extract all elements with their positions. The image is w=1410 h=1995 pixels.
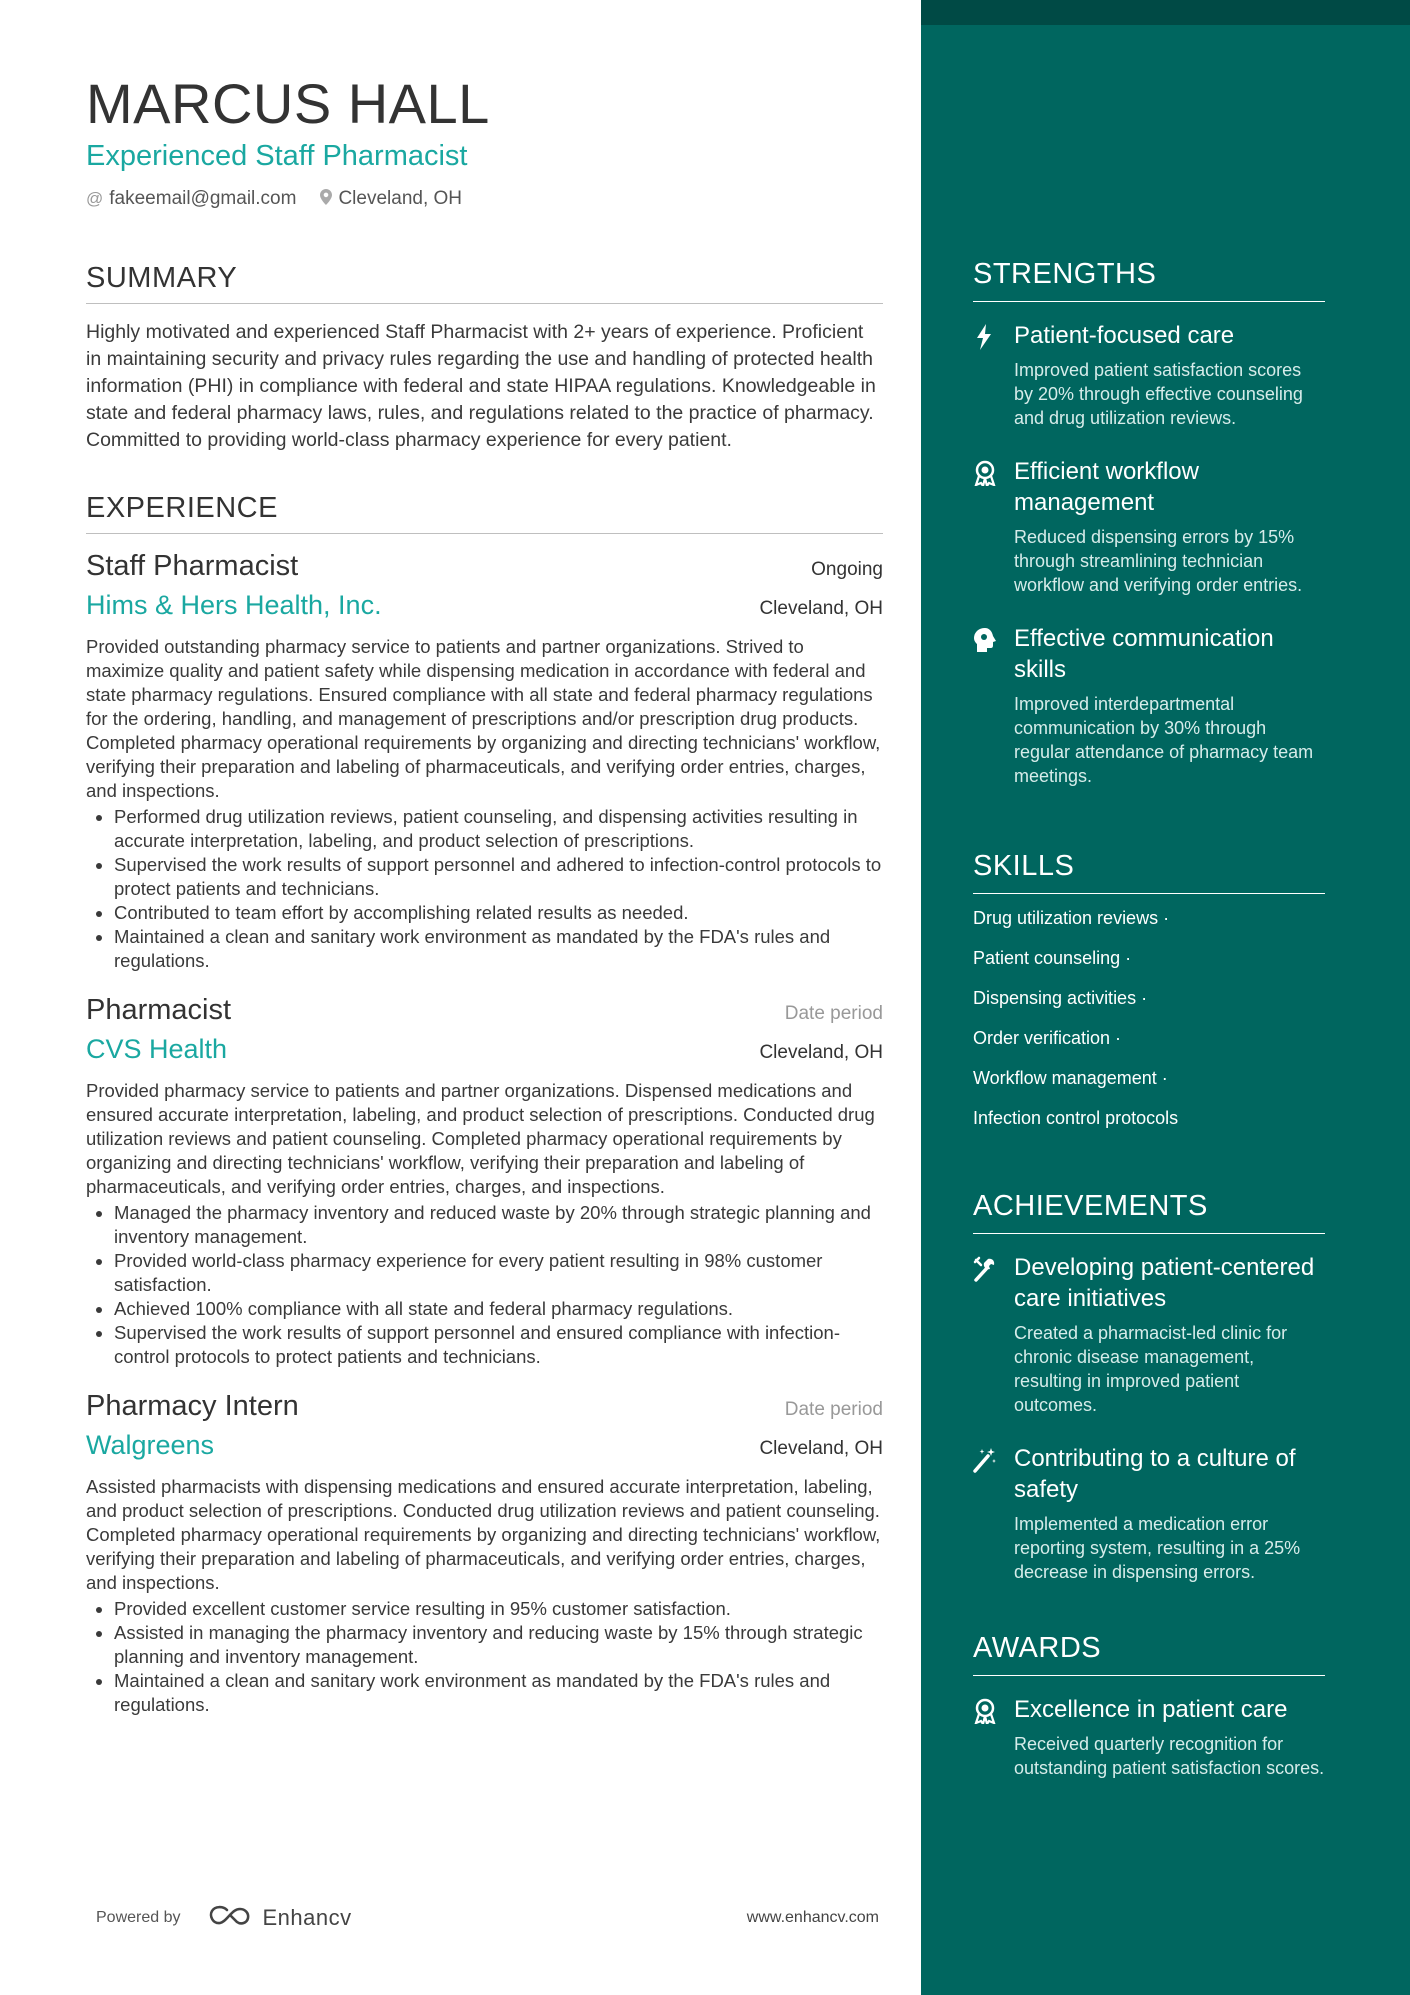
job-title: Staff Pharmacist xyxy=(86,550,299,582)
job-location: Cleveland, OH xyxy=(759,1042,883,1063)
job-company: Walgreens xyxy=(86,1430,215,1460)
location-text: Cleveland, OH xyxy=(338,188,463,209)
job-bullet: • Supervised the work results of support personnel and ensured compliance with infection-control protocols to protect patients and technicians. xyxy=(114,1321,883,1369)
strength-item xyxy=(973,320,1325,430)
job-description: Provided outstanding pharmacy service to patients and partner organizations. Strived to maximize quality and patient safety while dispensing medication in accordance with federal and state pharmacy regulations. Ensured compliance with all state and federal pharmacy regulations for the ordering, handling, and management of prescriptions and/or prescription drug products. Completed pharmacy operational requirements by organizing and directing technicians' workflow, verifying their preparation and labeling of pharmaceuticals, and verifying order entries, charges, and inspections. xyxy=(86,636,881,801)
achievement-item xyxy=(973,1252,1325,1417)
contact-row xyxy=(86,188,883,210)
email-text: fakeemail@gmail.com xyxy=(109,188,297,209)
job-entry xyxy=(86,1387,883,1717)
job-date: Date period xyxy=(784,1399,883,1420)
job-title: Pharmacist xyxy=(86,994,232,1026)
job-bullets xyxy=(86,1201,883,1369)
job-location: Cleveland, OH xyxy=(759,1438,883,1459)
job-bullet: • Contributed to team effort by accomplishing related results as needed. xyxy=(114,901,883,925)
achievement-title: Contributing to a culture of safety xyxy=(1014,1445,1296,1503)
job-bullet: • Maintained a clean and sanitary work environment as mandated by the FDA's rules and regulations. xyxy=(114,1669,883,1717)
strength-title: Patient-focused care xyxy=(1014,322,1235,349)
job-date: Date period xyxy=(784,1003,883,1024)
job-entry xyxy=(86,547,883,973)
experience-heading: EXPERIENCE xyxy=(86,492,883,534)
tools-icon xyxy=(973,1256,997,1282)
strength-description: Reduced dispensing errors by 15% through streamlining technician workflow and verifying order entries. xyxy=(1014,527,1303,595)
job-bullet: • Provided world-class pharmacy experience for every patient resulting in 98% customer satisfaction. xyxy=(114,1249,883,1297)
achievement-description: Created a pharmacist-led clinic for chronic disease management, resulting in improved patient outcomes. xyxy=(1014,1323,1288,1415)
candidate-name: MARCUS HALL xyxy=(86,72,490,135)
strength-description: Improved patient satisfaction scores by 20% through effective counseling and drug utilization reviews. xyxy=(1014,360,1303,428)
job-company: Hims & Hers Health, Inc. xyxy=(86,590,382,620)
strength-item xyxy=(973,623,1325,788)
job-date: Ongoing xyxy=(811,559,883,580)
job-bullets xyxy=(86,805,883,973)
skills-section xyxy=(973,850,1325,1130)
strength-description: Improved interdepartmental communication by 30% through regular attendance of pharmacy team meetings. xyxy=(1014,694,1314,786)
lightning-icon xyxy=(973,324,997,350)
awards-section xyxy=(973,1632,1325,1780)
achievement-description: Implemented a medication error reporting system, resulting in a 25% decrease in dispensing errors. xyxy=(1014,1514,1301,1582)
location-pin-icon xyxy=(320,189,332,210)
job-bullet: • Performed drug utilization reviews, patient counseling, and dispensing activities resulting in accurate interpretation, labeling, and product selection of prescriptions. xyxy=(114,805,883,853)
skill-item: Order verification · xyxy=(973,1028,1122,1048)
strengths-section xyxy=(973,258,1325,788)
strength-item xyxy=(973,456,1325,597)
award-title: Excellence in patient care xyxy=(1014,1696,1288,1723)
powered-by-label: Powered by xyxy=(96,1909,181,1926)
skill-item: Workflow management · xyxy=(973,1068,1168,1088)
summary-section xyxy=(86,262,883,454)
job-company: CVS Health xyxy=(86,1034,228,1064)
main-column xyxy=(86,72,883,1717)
skill-item: Dispensing activities · xyxy=(973,988,1148,1008)
job-bullet: • Supervised the work results of support personnel and adhered to infection-control protocols to protect patients and technicians. xyxy=(114,853,883,901)
job-bullet: • Maintained a clean and sanitary work environment as mandated by the FDA's rules and regulations. xyxy=(114,925,883,973)
award-icon xyxy=(973,1698,997,1724)
job-entry xyxy=(86,991,883,1369)
job-bullets xyxy=(86,1597,883,1717)
enhancv-logo[interactable] xyxy=(207,1904,352,1933)
achievement-item xyxy=(973,1443,1325,1584)
skills-heading: SKILLS xyxy=(973,850,1325,894)
strength-title: Effective communication skills xyxy=(1014,625,1274,683)
skill-item: Infection control protocols xyxy=(973,1108,1179,1128)
achievements-section xyxy=(973,1190,1325,1584)
enhancv-logo-icon xyxy=(207,1904,255,1933)
candidate-title: Experienced Staff Pharmacist xyxy=(86,140,468,172)
job-description: Provided pharmacy service to patients and partner organizations. Dispensed medications and ensured accurate interpretation, labeling, and product selection of prescriptions. Conducted drug utilization reviews and patient counseling. Completed pharmacy operational requirements by organizing and directing technicians' workflow, verifying their preparation and labeling of pharmaceuticals, and verifying order entries, charges, and inspections. xyxy=(86,1080,875,1197)
website-link[interactable]: www.enhancv.com xyxy=(746,1909,879,1926)
skill-item: Drug utilization reviews · xyxy=(973,908,1170,928)
at-icon: @ xyxy=(86,189,104,208)
awards-heading: AWARDS xyxy=(973,1632,1325,1676)
strengths-heading: STRENGTHS xyxy=(973,258,1325,302)
skill-item: Patient counseling · xyxy=(973,948,1132,968)
experience-section xyxy=(86,492,883,1717)
award-description: Received quarterly recognition for outstanding patient satisfaction scores. xyxy=(1014,1734,1325,1778)
job-bullet: • Provided excellent customer service resulting in 95% customer satisfaction. xyxy=(114,1597,883,1621)
award-item xyxy=(973,1694,1325,1780)
footer xyxy=(96,1903,879,1933)
head-icon xyxy=(973,627,997,653)
sidebar xyxy=(921,0,1410,1995)
achievement-title: Developing patient-centered care initiatives xyxy=(1014,1254,1315,1312)
strength-title: Efficient workflow management xyxy=(1014,458,1199,516)
job-bullet: • Managed the pharmacy inventory and reduced waste by 20% through strategic planning and inventory management. xyxy=(114,1201,883,1249)
award-icon xyxy=(973,460,997,486)
job-location: Cleveland, OH xyxy=(759,598,883,619)
job-bullet: • Achieved 100% compliance with all state and federal pharmacy regulations. xyxy=(114,1297,883,1321)
sidebar-top-bar xyxy=(921,0,1410,25)
achievements-heading: ACHIEVEMENTS xyxy=(973,1190,1325,1234)
job-description: Assisted pharmacists with dispensing medications and ensured accurate interpretation, labeling, and product selection of prescriptions. Conducted drug utilization reviews and patient counseling. Completed pharmacy operational requirements by organizing and directing technicians' workflow, verifying their preparation and labeling of pharmaceuticals, and verifying order entries, charges, and inspections. xyxy=(86,1476,881,1593)
magic-wand-icon xyxy=(973,1447,997,1473)
enhancv-brand: Enhancv xyxy=(262,1905,352,1930)
summary-heading: SUMMARY xyxy=(86,262,883,304)
job-bullet: • Assisted in managing the pharmacy inventory and reducing waste by 15% through strategic planning and inventory management. xyxy=(114,1621,883,1669)
job-title: Pharmacy Intern xyxy=(86,1390,299,1422)
summary-text: Highly motivated and experienced Staff Pharmacist with 2+ years of experience. Proficient in maintaining security and privacy rules regarding the use and handling of protected health information (PHI) in compliance with federal and state HIPAA regulations. Knowledgeable in state and federal pharmacy laws, rules, and regulations related to the practice of pharmacy. Committed to providing world-class pharmacy experience for every patient. xyxy=(86,321,876,451)
